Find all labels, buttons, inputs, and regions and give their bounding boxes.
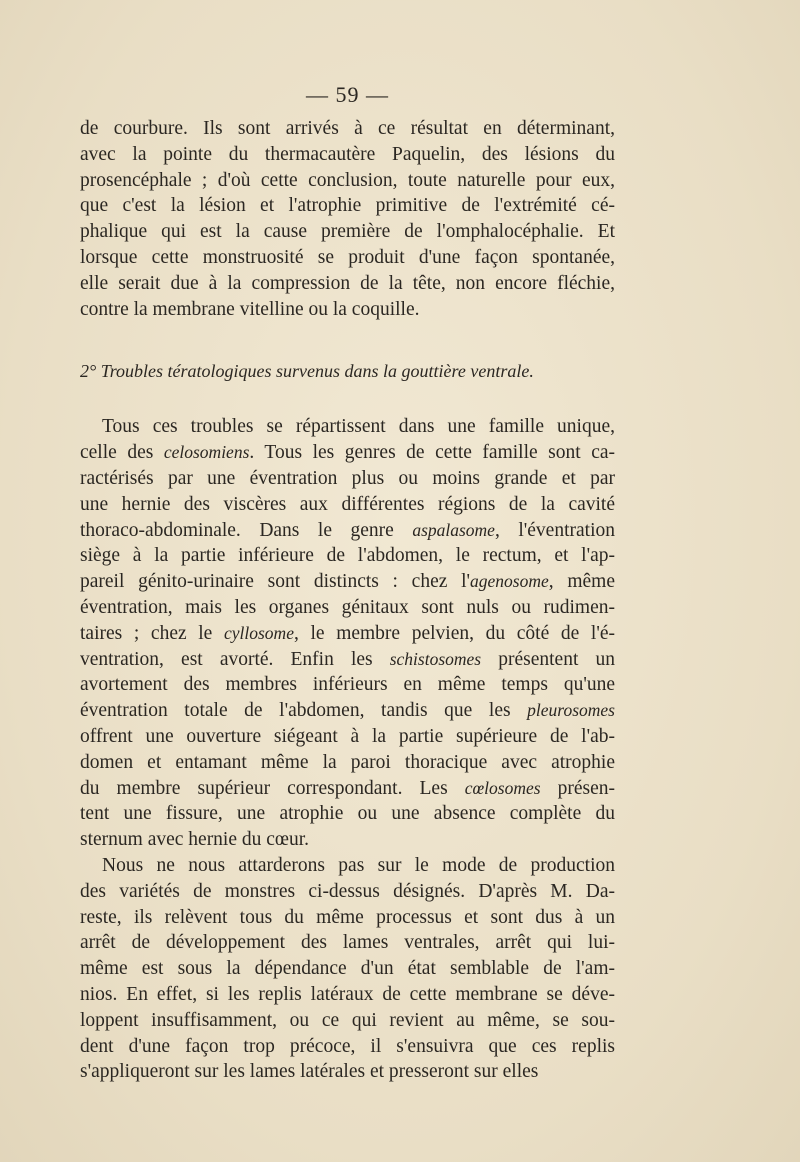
term-pleurosomes: pleurosomes — [527, 700, 615, 721]
paragraph-celosomiens — [80, 414, 615, 853]
paragraph-omphalocephalie — [80, 116, 615, 322]
spacer — [80, 384, 615, 414]
text-line: lorsque cette monstruosité se produit d'une façon spontanée, — [80, 246, 615, 268]
term-aspalasome: aspalasome — [412, 519, 495, 540]
text-line: de courbure. Ils sont arrivés à ce résultat en déterminant, — [80, 118, 615, 139]
term-coelosomes: cœlosomes — [464, 777, 541, 798]
text-line: même est sous la dépendance d'un état semblable de l'am- — [80, 958, 615, 980]
text-line: taires ; chez le cyllosome, le membre pelvien, du côté de l'é- — [80, 622, 615, 644]
text-line: avortement des membres inférieurs en même temps qu'une — [80, 674, 615, 696]
text-line: elle serait due à la compression de la tête, non encore fléchie, — [80, 272, 615, 294]
text-line: phalique qui est la cause première de l'omphalocéphalie. Et — [80, 221, 615, 243]
page-number: — 59 — — [306, 82, 389, 107]
text-line: ractérisés par une éventration plus ou moins grande et par — [80, 467, 615, 489]
text-line: reste, ils relèvent tous du même processus et sont dus à un — [80, 906, 615, 928]
text-line: Nous ne nous attarderons pas sur le mode de production — [102, 854, 615, 876]
term-schistosomes: schistosomes — [389, 648, 482, 669]
text-line: sternum avec hernie du cœur. — [80, 829, 310, 851]
section-heading: 2° Troubles tératologiques survenus dans la gouttière ventrale. — [80, 361, 534, 382]
text-line: tent une fissure, une atrophie ou une absence complète du — [80, 803, 615, 825]
paragraph-dareste — [80, 853, 615, 1085]
book-page — [80, 76, 615, 1085]
text-line: domen et entamant même la paroi thoracique avec atrophie — [80, 751, 615, 773]
text-line: éventration, mais les organes génitaux sont nuls ou rudimen- — [80, 596, 615, 618]
text-line: des variétés de monstres ci-dessus désignés. D'après M. Da- — [80, 880, 615, 902]
text-line: nios. En effet, si les replis latéraux de cette membrane se déve- — [80, 983, 615, 1005]
text-line: celle des celosomiens. Tous les genres de cette famille sont ca- — [80, 442, 615, 464]
term-celosomiens: celosomiens — [163, 442, 250, 463]
text-line: éventration totale de l'abdomen, tandis que les pleurosomes — [80, 700, 615, 722]
text-line: une hernie des viscères aux différentes régions de la cavité — [80, 493, 615, 515]
text-line: loppent insuffisamment, ou ce qui revient au même, se sou- — [80, 1009, 615, 1031]
text-line: ventration, est avorté. Enfin les schistosomes présentent un — [80, 648, 615, 670]
text-line: siège à la partie inférieure de l'abdomen, le rectum, et l'ap- — [80, 545, 615, 567]
text-line: s'appliqueront sur les lames latérales et presseront sur elles — [80, 1061, 539, 1083]
text-line: dent d'une façon trop précoce, il s'ensuivra que ces replis — [80, 1035, 615, 1057]
text-line: offrent une ouverture siégeant à la partie supérieure de l'ab- — [80, 725, 615, 747]
text-line: du membre supérieur correspondant. Les cœlosomes présen- — [80, 777, 615, 799]
term-agenosome: agenosome — [470, 571, 549, 592]
text-line: Tous ces troubles se répartissent dans une famille unique, — [102, 416, 615, 438]
text-line: thoraco-abdominale. Dans le genre aspalasome, l'éventration — [80, 519, 615, 541]
text-line: avec la pointe du thermacautère Paquelin, des lésions du — [80, 143, 615, 165]
text-line: prosencéphale ; d'où cette conclusion, toute naturelle pour eux, — [80, 169, 615, 191]
text-line: arrêt de développement des lames ventrales, arrêt qui lui- — [80, 932, 615, 954]
text-line: pareil génito-urinaire sont distincts : chez l'agenosome, même — [80, 571, 615, 593]
text-line: que c'est la lésion et l'atrophie primitive de l'extrémité cé- — [80, 195, 615, 217]
text-line: contre la membrane vitelline ou la coquille. — [80, 298, 420, 320]
term-cyllosome: cyllosome — [223, 622, 294, 643]
